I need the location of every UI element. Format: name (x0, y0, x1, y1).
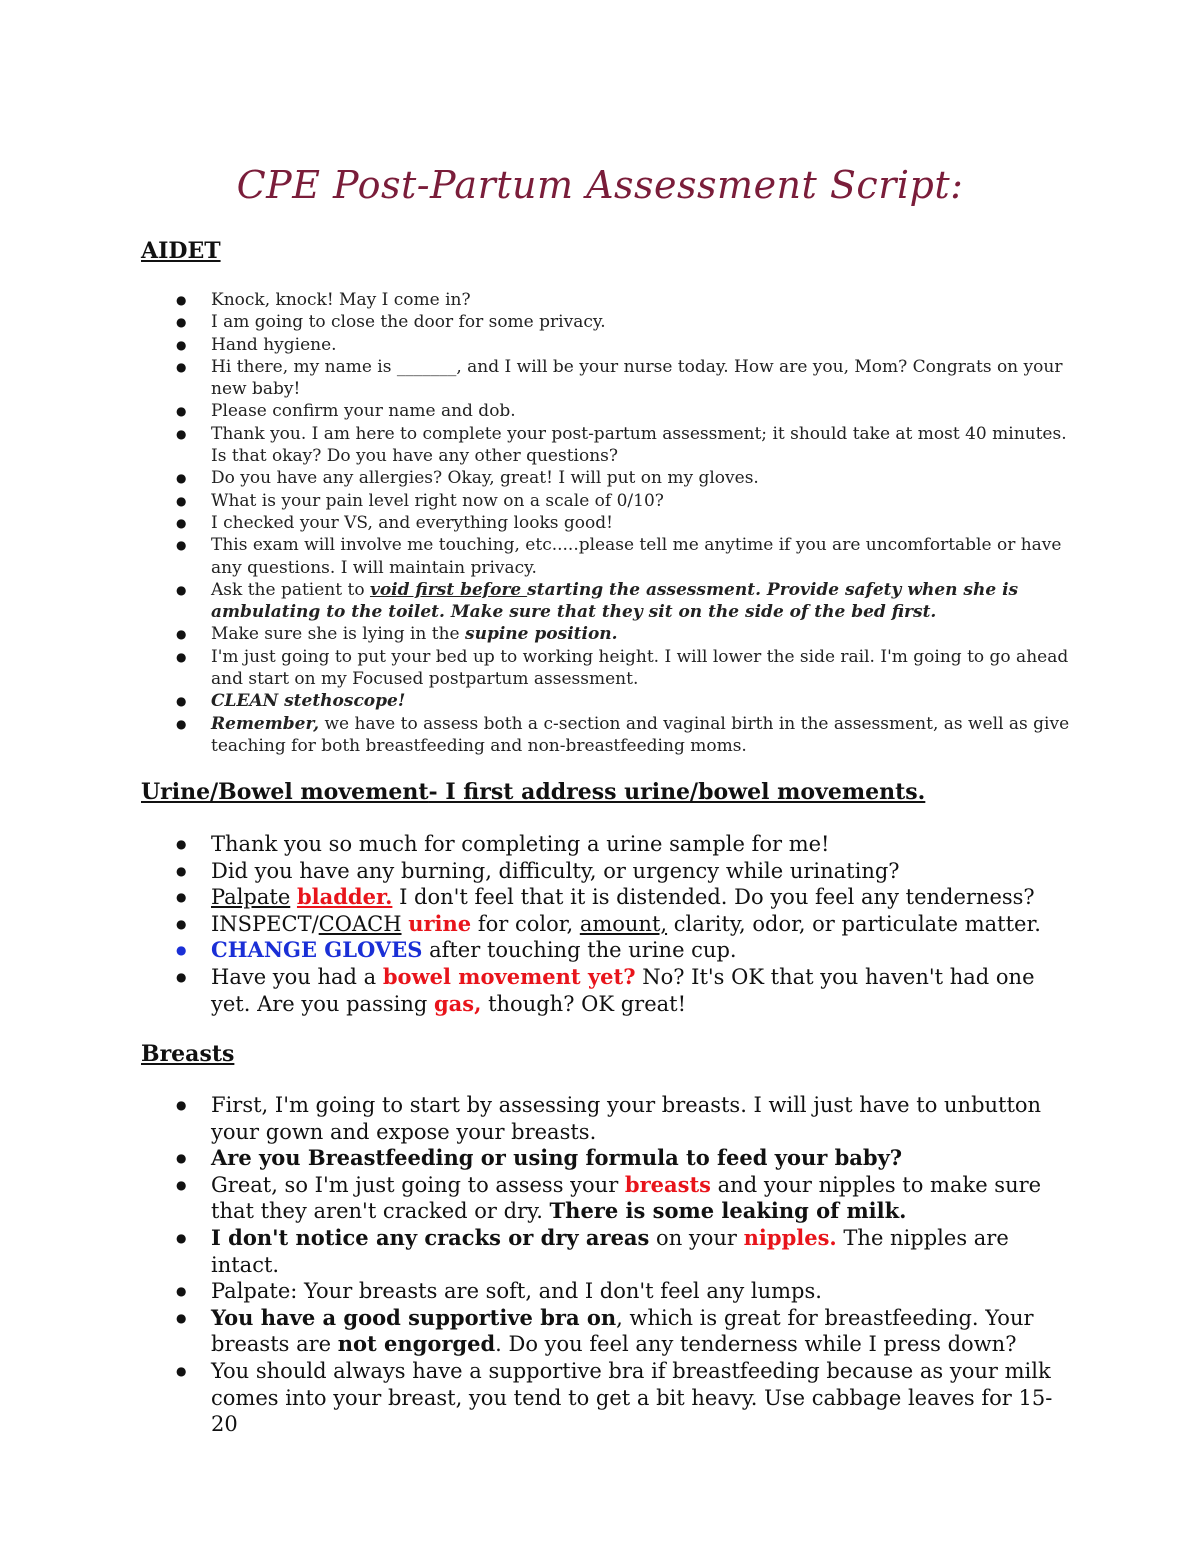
inspect-urine: urine (408, 910, 472, 936)
list-item: ● I checked your VS, and everything looks good! (141, 512, 1071, 534)
urine-list (141, 831, 1071, 1017)
supine-emphasis: supine position. (465, 624, 618, 645)
remember-post: we have to assess both a c-section and vaginal birth in the assessment, as well as give teaching for both breastfeeding and non-breastfeeding moms. (211, 713, 1070, 756)
inspect-coach: COACH (318, 911, 402, 936)
bra-bold: You have a good supportive bra on (211, 1304, 617, 1330)
list-item: ● I'm just going to put your bed up to working height. I will lower the side rail. I'm going to go ahead and start on my Focused postpartum assessment. (141, 646, 1071, 691)
inspect-amount: amount, (579, 911, 668, 936)
list-item: ● Hi there, my name is _______, and I will be your nurse today. How are you, Mom? Congrats on your new baby! (141, 356, 1071, 401)
palpate-post: I don't feel that it is distended. Do you feel any tenderness? (392, 885, 1035, 910)
bowel-mid: No? It's OK that you haven't had one yet. Are you passing (211, 964, 1035, 1016)
great-pre: Great, so I'm just going to assess your (211, 1172, 625, 1197)
change-gloves: CHANGE GLOVES (211, 937, 423, 963)
aidet-list (141, 289, 1071, 757)
section-heading-urine (141, 779, 925, 805)
void-pre: Ask the patient to (211, 579, 370, 600)
notice-mid: on your (649, 1225, 744, 1250)
urine-heading-main: Urine/Bowel movement (141, 779, 429, 805)
bowel-red: bowel movement yet? (382, 963, 636, 989)
list-item-supine (141, 623, 1071, 645)
void-post: starting the assessment. Provide safety when she is ambulating to the toilet. Make sure that they sit on the side of the bed first. (211, 579, 1019, 623)
inspect-c: for color, (471, 911, 580, 936)
list-item: ● What is your pain level right now on a scale of 0/10? (141, 490, 1071, 512)
list-item: ● Did you have any burning, difficulty, or urgency while urinating? (141, 858, 1071, 885)
page-title: CPE Post-Partum Assessment Script: (236, 163, 964, 207)
bra-bold2: not engorged (337, 1331, 496, 1357)
bowel-gas: gas, (433, 990, 482, 1016)
palpate-bladder: bladder. (296, 884, 393, 910)
void-emphasis: void first before (369, 579, 528, 600)
section-heading-aidet: AIDET (141, 238, 221, 264)
inspect-e: clarity, odor, or particulate matter. (667, 911, 1041, 936)
great-breasts: breasts (624, 1171, 711, 1197)
list-item-clean: ● CLEAN stethoscope! (141, 690, 1071, 712)
list-item: ● Thank you. I am here to complete your post-partum assessment; it should take at most 40 minutes. Is that okay? Do you have any other questions? (141, 423, 1071, 468)
supine-pre: Make sure she is lying in the (211, 624, 466, 645)
remember-emphasis: Remember, (211, 713, 320, 734)
notice-nipples: nipples. (743, 1224, 837, 1250)
palpate-word: Palpate (211, 885, 291, 910)
notice-bold: I don't notice any cracks or dry areas (211, 1224, 650, 1250)
section-heading-breasts: Breasts (141, 1041, 235, 1067)
list-item-inspect (141, 911, 1071, 938)
great-bold: There is some leaking of milk. (549, 1198, 907, 1224)
list-item: ● Are you Breastfeeding or using formula to feed your baby? (141, 1145, 1071, 1172)
list-item: ● Hand hygiene. (141, 334, 1071, 356)
list-item: ● Do you have any allergies? Okay, great! I will put on my gloves. (141, 467, 1071, 489)
list-item: ● This exam will involve me touching, etc.....please tell me anytime if you are uncomfortable or have any questions. I will maintain privacy. (141, 534, 1071, 579)
list-item: ● You should always have a supportive bra if breastfeeding because as your milk comes into your breast, you tend to get a bit heavy. Use cabbage leaves for 15-20 (141, 1358, 1071, 1438)
list-item-great (141, 1172, 1071, 1225)
notice-post: The nipples are intact. (211, 1225, 1009, 1277)
bowel-post: though? OK great! (481, 991, 687, 1016)
list-item-void (141, 579, 1071, 624)
list-item: ● I am going to close the door for some privacy. (141, 311, 1071, 333)
list-item: ● First, I'm going to start by assessing your breasts. I will just have to unbutton your gown and expose your breasts. (141, 1092, 1071, 1145)
urine-heading-rest: - I first address urine/bowel movements. (428, 779, 926, 805)
list-item-bowel (141, 964, 1071, 1017)
list-item: ● Thank you so much for completing a urine sample for me! (141, 831, 1071, 858)
list-item-notice (141, 1225, 1071, 1278)
bra-mid: , which is great for breastfeeding. Your breasts are (211, 1305, 1034, 1357)
bowel-pre: Have you had a (211, 964, 383, 989)
list-item-palpate (141, 884, 1071, 911)
inspect-a: INSPECT/ (211, 911, 319, 936)
list-item: ● Knock, knock! May I come in? (141, 289, 1071, 311)
list-item-change-gloves (141, 937, 1071, 964)
great-mid: and your nipples to make sure that they aren't cracked or dry. (211, 1172, 1042, 1224)
change-post: after touching the urine cup. (422, 938, 737, 963)
list-item: ● Palpate: Your breasts are soft, and I don't feel any lumps. (141, 1278, 1071, 1305)
bra-post: . Do you feel any tenderness while I press down? (495, 1332, 1017, 1357)
list-item: ● Please confirm your name and dob. (141, 400, 1071, 422)
breasts-list (141, 1092, 1071, 1438)
list-item-remember (141, 713, 1071, 758)
list-item-bra (141, 1305, 1071, 1358)
